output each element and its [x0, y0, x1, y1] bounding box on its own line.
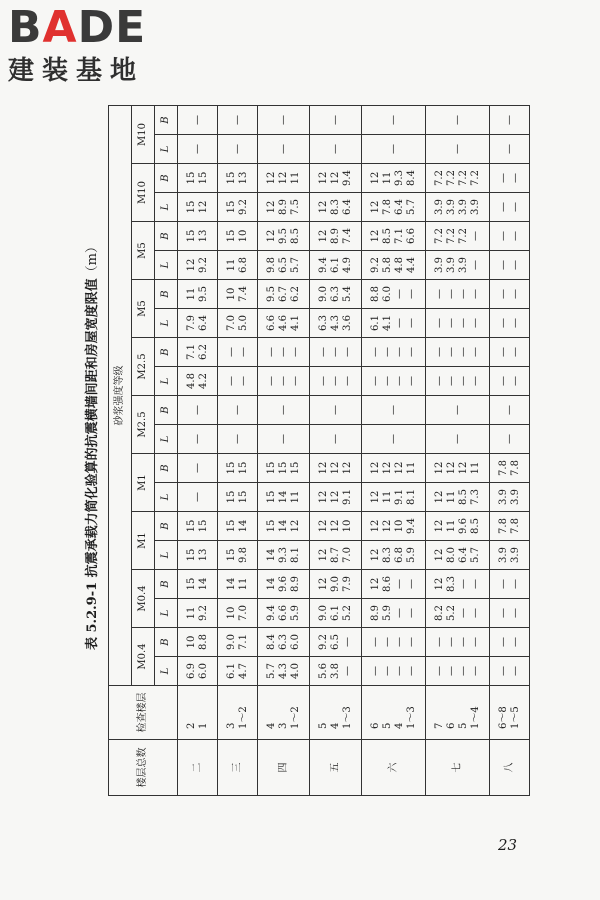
value-cell: — — — [490, 657, 530, 686]
table-title: 表 5.2.9-1 抗震承载力简化验算的抗震横墙间距和房屋宽度限值（m） — [85, 240, 100, 651]
value-cell: 3.9 3.9 3.9 — — [426, 251, 490, 280]
value-cell: 14 11 — [218, 570, 258, 599]
value-cell: — — [426, 425, 490, 454]
value-cell: 15 10 — [218, 222, 258, 251]
header-grade-b-1: M1 — [132, 454, 155, 512]
value-cell: 8.2 5.2 — — — [426, 599, 490, 628]
check-floor-cell: 7 6 5 1～4 — [426, 686, 490, 740]
value-cell: 11 6.8 — [218, 251, 258, 280]
header-l-0: L — [155, 657, 178, 686]
header-b-5: B — [155, 338, 178, 367]
value-cell: — — [490, 135, 530, 164]
table-row — [178, 106, 218, 796]
header-l-3: L — [155, 483, 178, 512]
value-cell: 9.5 6.7 6.2 — [258, 280, 310, 309]
value-cell: 12 11 9.3 8.4 — [362, 164, 426, 193]
value-cell: 15 9.2 — [218, 193, 258, 222]
header-grade-b-2: M2.5 — [132, 338, 155, 396]
value-cell: — — [426, 135, 490, 164]
value-cell: 6.1 4.7 — [218, 657, 258, 686]
value-cell: 7.2 7.2 7.2 7.2 — [426, 164, 490, 193]
header-b-0: B — [155, 628, 178, 657]
page-number: 23 — [498, 836, 518, 854]
value-cell: 9.0 6.3 5.4 — [310, 280, 362, 309]
header-l-4: L — [155, 425, 178, 454]
header-l-6: L — [155, 309, 178, 338]
value-cell: 12 8.3 — — — [426, 570, 490, 599]
header-grade-b-3: M5 — [132, 222, 155, 280]
value-cell: 12 8.9 7.4 — [310, 222, 362, 251]
value-cell: — — — [218, 338, 258, 367]
value-cell: — — [218, 106, 258, 135]
table-row — [362, 106, 426, 796]
value-cell: 12 9.0 7.9 — [310, 570, 362, 599]
value-cell: 7.0 5.0 — [218, 309, 258, 338]
value-cell: — — — — — [362, 338, 426, 367]
value-cell: 10 7.4 — [218, 280, 258, 309]
value-cell: 7.2 7.2 7.2 — — [426, 222, 490, 251]
value-cell: 12 11 8.5 7.3 — [426, 483, 490, 512]
value-cell: — — — — [258, 338, 310, 367]
header-l-5: L — [155, 367, 178, 396]
value-cell: 12 12 12 11 — [426, 454, 490, 483]
total-floors-cell: 三 — [218, 740, 258, 796]
value-cell: 6.6 4.6 4.1 — [258, 309, 310, 338]
rotated-table-area — [80, 90, 520, 800]
header-grade-a-4: M10 — [132, 164, 155, 222]
header-b-1: B — [155, 570, 178, 599]
value-cell: 9.0 6.1 5.2 — [310, 599, 362, 628]
value-cell: 15 15 — [218, 483, 258, 512]
value-cell: — — — [490, 280, 530, 309]
value-cell: — — [490, 396, 530, 425]
header-grade-a-1: M1 — [132, 512, 155, 570]
header-l-2: L — [155, 541, 178, 570]
value-cell: 3.9 3.9 — [490, 483, 530, 512]
header-total-floors: 楼层总数 — [109, 740, 178, 796]
value-cell: — — — [490, 251, 530, 280]
header-l-1: L — [155, 599, 178, 628]
value-cell: 11 9.2 — [178, 599, 218, 628]
value-cell: — — — — — [426, 280, 490, 309]
value-cell: 8.9 5.9 — — — [362, 599, 426, 628]
table-body — [178, 106, 530, 796]
value-cell: — — — — — [426, 367, 490, 396]
value-cell: — — [362, 135, 426, 164]
value-cell: — — [178, 483, 218, 512]
value-cell: 12 8.7 7.0 — [310, 541, 362, 570]
total-floors-cell: 四 — [258, 740, 310, 796]
value-cell: — — — — — [426, 657, 490, 686]
value-cell: — — — [490, 599, 530, 628]
value-cell: — — [362, 106, 426, 135]
header-b-7: B — [155, 222, 178, 251]
check-floor-cell: 5 4 1～3 — [310, 686, 362, 740]
table-row — [490, 106, 530, 796]
value-cell: — — [178, 454, 218, 483]
value-cell: — — — — — [426, 309, 490, 338]
table-row — [426, 106, 490, 796]
header-check-floor: 检查楼层 — [109, 686, 178, 740]
value-cell: 15 9.8 — [218, 541, 258, 570]
value-cell: 3.9 3.9 — [490, 541, 530, 570]
value-cell: 15 14 11 — [258, 483, 310, 512]
value-cell: — — — [490, 367, 530, 396]
header-l-8: L — [155, 193, 178, 222]
value-cell: 3.9 3.9 3.9 3.9 — [426, 193, 490, 222]
header-l-7: L — [155, 251, 178, 280]
value-cell: — — [178, 396, 218, 425]
value-cell: 12 12 10 — [310, 512, 362, 541]
value-cell: — — [490, 425, 530, 454]
value-cell: — — — [490, 164, 530, 193]
value-cell: 12 12 10 9.4 — [362, 512, 426, 541]
value-cell: 12 12 9.1 — [310, 483, 362, 512]
value-cell: — — — [490, 309, 530, 338]
check-floor-cell: 6～8 1～5 — [490, 686, 530, 740]
check-floor-cell: 6 5 4 1～3 — [362, 686, 426, 740]
value-cell: — — — [490, 570, 530, 599]
value-cell: 15 15 15 — [258, 454, 310, 483]
bade-logo — [8, 2, 178, 94]
value-cell: — — [362, 396, 426, 425]
value-cell: — — — — — [362, 367, 426, 396]
value-cell: — — [258, 135, 310, 164]
value-cell: 9.2 5.8 4.8 4.4 — [362, 251, 426, 280]
value-cell: 15 14 12 — [258, 512, 310, 541]
value-cell: 12 7.8 6.4 5.7 — [362, 193, 426, 222]
value-cell: — — [362, 425, 426, 454]
total-floors-cell: 六 — [362, 740, 426, 796]
value-cell: — — — [490, 222, 530, 251]
value-cell: 9.0 7.1 — [218, 628, 258, 657]
value-cell: 9.2 6.5 — — [310, 628, 362, 657]
value-cell: 12 12 11 — [258, 164, 310, 193]
value-cell: 4.8 4.2 — [178, 367, 218, 396]
value-cell: — — [178, 106, 218, 135]
table-row — [218, 106, 258, 796]
value-cell: — — [310, 135, 362, 164]
header-l-9: L — [155, 135, 178, 164]
value-cell: 7.9 6.4 — [178, 309, 218, 338]
value-cell: 12 9.2 — [178, 251, 218, 280]
value-cell: 9.4 6.6 5.9 — [258, 599, 310, 628]
table-row — [258, 106, 310, 796]
total-floors-cell: 七 — [426, 740, 490, 796]
value-cell: — — — — — [362, 657, 426, 686]
value-cell: — — [178, 425, 218, 454]
value-cell: — — [218, 425, 258, 454]
header-b-8: B — [155, 164, 178, 193]
value-cell: 12 8.3 6.8 5.9 — [362, 541, 426, 570]
value-cell: — — [178, 135, 218, 164]
value-cell: — — [310, 106, 362, 135]
value-cell: 12 8.6 — — — [362, 570, 426, 599]
header-b-3: B — [155, 454, 178, 483]
value-cell: — — [218, 135, 258, 164]
value-cell: — — — — — [426, 338, 490, 367]
value-cell: 6.1 4.1 — — — [362, 309, 426, 338]
value-cell: — — [258, 106, 310, 135]
value-cell: — — — [490, 338, 530, 367]
check-floor-cell: 2 1 — [178, 686, 218, 740]
value-cell: — — [426, 396, 490, 425]
value-cell: 10 7.0 — [218, 599, 258, 628]
value-cell: 12 12 9.4 — [310, 164, 362, 193]
header-grade-b-0: M0.4 — [132, 570, 155, 628]
value-cell: — — — — [310, 338, 362, 367]
header-grade-a-3: M5 — [132, 280, 155, 338]
value-cell: — — [310, 396, 362, 425]
value-cell: 15 14 — [178, 570, 218, 599]
value-cell: 6.3 4.3 3.6 — [310, 309, 362, 338]
value-cell: 15 15 — [178, 164, 218, 193]
value-cell: 12 9.5 8.5 — [258, 222, 310, 251]
check-floor-cell: 4 3 1～2 — [258, 686, 310, 740]
value-cell: 9.8 6.5 5.7 — [258, 251, 310, 280]
value-cell: 12 12 12 — [310, 454, 362, 483]
value-cell: — — — [490, 628, 530, 657]
value-cell: 12 11 9.6 8.5 — [426, 512, 490, 541]
value-cell: — — — — — [426, 628, 490, 657]
value-cell: — — [258, 396, 310, 425]
header-b-2: B — [155, 512, 178, 541]
value-cell: 12 8.5 7.1 6.6 — [362, 222, 426, 251]
total-floors-cell: 二 — [178, 740, 218, 796]
value-cell: 15 15 — [178, 512, 218, 541]
value-cell: 12 11 9.1 8.1 — [362, 483, 426, 512]
value-cell: 9.4 6.1 4.9 — [310, 251, 362, 280]
value-cell: — — — — [258, 367, 310, 396]
logo-wordmark: BADE — [8, 2, 147, 53]
value-cell: 15 13 — [218, 164, 258, 193]
value-cell: 7.8 7.8 — [490, 512, 530, 541]
value-cell: — — [310, 425, 362, 454]
value-cell: 8.8 6.0 — — — [362, 280, 426, 309]
header-mortar-grade: 砂浆强度等级 — [109, 106, 132, 686]
value-cell: 6.9 6.0 — [178, 657, 218, 686]
check-floor-cell: 3 1～2 — [218, 686, 258, 740]
value-cell: 10 8.8 — [178, 628, 218, 657]
value-cell: — — — — [310, 367, 362, 396]
logo-chinese-text: 建装基地 — [8, 56, 145, 86]
value-cell: 5.6 3.8 — — [310, 657, 362, 686]
value-cell: — — [490, 106, 530, 135]
value-cell: 15 13 — [178, 541, 218, 570]
value-cell: 7.1 6.2 — [178, 338, 218, 367]
header-grade-a-0: M0.4 — [132, 628, 155, 686]
header-b-6: B — [155, 280, 178, 309]
value-cell: 12 12 12 11 — [362, 454, 426, 483]
header-grade-a-2: M2.5 — [132, 396, 155, 454]
value-cell: 14 9.6 8.9 — [258, 570, 310, 599]
value-cell: 11 9.5 — [178, 280, 218, 309]
value-cell: 15 12 — [178, 193, 218, 222]
value-cell: 12 8.9 7.5 — [258, 193, 310, 222]
value-cell: 12 8.0 6.4 5.7 — [426, 541, 490, 570]
value-cell: — — — — — [362, 628, 426, 657]
header-grade-b-4: M10 — [132, 106, 155, 164]
limits-table — [108, 105, 530, 796]
value-cell: 12 8.3 6.4 — [310, 193, 362, 222]
total-floors-cell: 八 — [490, 740, 530, 796]
value-cell: — — [218, 396, 258, 425]
header-b-9: B — [155, 106, 178, 135]
header-b-4: B — [155, 396, 178, 425]
value-cell: 7.8 7.8 — [490, 454, 530, 483]
total-floors-cell: 五 — [310, 740, 362, 796]
value-cell: 15 14 — [218, 512, 258, 541]
value-cell: 15 13 — [178, 222, 218, 251]
value-cell: 8.4 6.3 6.0 — [258, 628, 310, 657]
value-cell: 15 15 — [218, 454, 258, 483]
value-cell: — — — [218, 367, 258, 396]
table-row — [310, 106, 362, 796]
value-cell: — — [258, 425, 310, 454]
header-row-1 — [109, 106, 132, 796]
value-cell: — — [426, 106, 490, 135]
value-cell: — — — [490, 193, 530, 222]
value-cell: 14 9.3 8.1 — [258, 541, 310, 570]
value-cell: 5.7 4.3 4.0 — [258, 657, 310, 686]
